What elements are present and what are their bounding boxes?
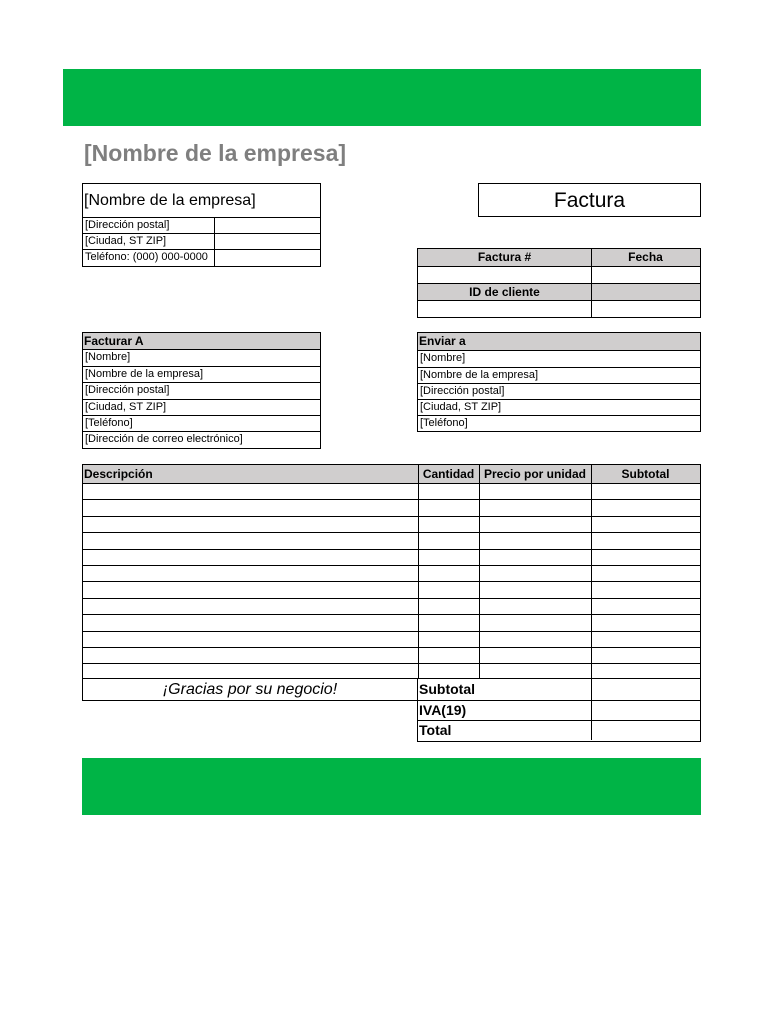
bill-to-name[interactable]: [Nombre]: [85, 351, 131, 363]
bill-to-address[interactable]: [Dirección postal]: [85, 384, 170, 396]
item-subtotal-cell[interactable]: [591, 549, 700, 565]
item-description-cell[interactable]: [83, 516, 418, 532]
bottom-accent-band: [82, 758, 701, 815]
item-quantity-cell[interactable]: [418, 614, 479, 630]
item-unit-price-cell[interactable]: [479, 549, 591, 565]
ship-to-phone[interactable]: [Teléfono]: [420, 417, 468, 429]
sender-company-name[interactable]: [Nombre de la empresa]: [84, 192, 256, 209]
item-unit-price-cell[interactable]: [479, 483, 591, 499]
invoice-number-header: Factura #: [418, 249, 591, 266]
customer-id-header: ID de cliente: [418, 284, 591, 300]
item-subtotal-cell[interactable]: [591, 581, 700, 597]
thank-you-message: ¡Gracias por su negocio!: [82, 679, 418, 701]
sender-city[interactable]: [Ciudad, ST ZIP]: [85, 235, 167, 247]
item-unit-price-cell[interactable]: [479, 598, 591, 614]
item-quantity-cell[interactable]: [418, 516, 479, 532]
item-description-cell[interactable]: [83, 549, 418, 565]
item-quantity-cell[interactable]: [418, 663, 479, 679]
item-description-cell[interactable]: [83, 614, 418, 630]
ship-to-name[interactable]: [Nombre]: [420, 352, 466, 364]
item-subtotal-cell[interactable]: [591, 565, 700, 581]
ship-to-company[interactable]: [Nombre de la empresa]: [420, 369, 538, 381]
total-label: Total: [419, 722, 452, 738]
item-description-cell[interactable]: [83, 663, 418, 679]
subtotal-field[interactable]: [591, 679, 700, 700]
col-quantity-header: Cantidad: [418, 465, 479, 483]
customer-id-header-fill: [591, 284, 700, 300]
invoice-meta-table: [417, 248, 701, 318]
item-quantity-cell[interactable]: [418, 647, 479, 663]
ship-to-block: [417, 332, 701, 432]
item-subtotal-cell[interactable]: [591, 516, 700, 532]
item-quantity-cell[interactable]: [418, 483, 479, 499]
item-unit-price-cell[interactable]: [479, 614, 591, 630]
date-header: Fecha: [591, 249, 700, 266]
item-description-cell[interactable]: [83, 499, 418, 515]
item-unit-price-cell[interactable]: [479, 581, 591, 597]
col-unit-price-header: Precio por unidad: [479, 465, 591, 483]
bill-to-phone[interactable]: [Teléfono]: [85, 417, 133, 429]
bill-to-header: Facturar A: [83, 333, 320, 349]
item-description-cell[interactable]: [83, 647, 418, 663]
item-unit-price-cell[interactable]: [479, 663, 591, 679]
tax-field[interactable]: [591, 700, 700, 720]
top-accent-band: [63, 69, 701, 126]
item-quantity-cell[interactable]: [418, 581, 479, 597]
item-subtotal-cell[interactable]: [591, 614, 700, 630]
company-heading: [Nombre de la empresa]: [84, 140, 347, 166]
item-description-cell[interactable]: [83, 581, 418, 597]
tax-label: IVA(19): [419, 702, 467, 718]
item-subtotal-cell[interactable]: [591, 532, 700, 548]
total-field[interactable]: [591, 720, 700, 740]
item-description-cell[interactable]: [83, 598, 418, 614]
sender-phone[interactable]: Teléfono: (000) 000-0000: [85, 251, 208, 263]
customer-id-field[interactable]: [418, 301, 591, 317]
sender-address[interactable]: [Dirección postal]: [85, 219, 170, 231]
col-subtotal-header: Subtotal: [591, 465, 700, 483]
item-quantity-cell[interactable]: [418, 565, 479, 581]
invoice-title: Factura: [478, 183, 701, 217]
item-quantity-cell[interactable]: [418, 532, 479, 548]
bill-to-block: [82, 332, 321, 449]
line-items-table: [82, 464, 701, 679]
col-description-header: Descripción: [83, 465, 418, 483]
item-description-cell[interactable]: [83, 483, 418, 499]
item-unit-price-cell[interactable]: [479, 565, 591, 581]
bill-to-email[interactable]: [Dirección de correo electrónico]: [85, 433, 243, 445]
item-quantity-cell[interactable]: [418, 598, 479, 614]
item-quantity-cell[interactable]: [418, 631, 479, 647]
sender-block: [82, 183, 321, 267]
bill-to-company[interactable]: [Nombre de la empresa]: [85, 368, 203, 380]
item-quantity-cell[interactable]: [418, 549, 479, 565]
item-subtotal-cell[interactable]: [591, 631, 700, 647]
item-description-cell[interactable]: [83, 532, 418, 548]
item-unit-price-cell[interactable]: [479, 647, 591, 663]
item-subtotal-cell[interactable]: [591, 663, 700, 679]
invoice-number-field[interactable]: [418, 266, 591, 283]
item-quantity-cell[interactable]: [418, 499, 479, 515]
item-subtotal-cell[interactable]: [591, 499, 700, 515]
item-subtotal-cell[interactable]: [591, 483, 700, 499]
item-description-cell[interactable]: [83, 565, 418, 581]
subtotal-label: Subtotal: [419, 681, 475, 697]
bill-to-city[interactable]: [Ciudad, ST ZIP]: [85, 401, 167, 413]
item-unit-price-cell[interactable]: [479, 499, 591, 515]
item-subtotal-cell[interactable]: [591, 647, 700, 663]
item-unit-price-cell[interactable]: [479, 631, 591, 647]
item-subtotal-cell[interactable]: [591, 598, 700, 614]
ship-to-address[interactable]: [Dirección postal]: [420, 385, 505, 397]
ship-to-header: Enviar a: [418, 333, 700, 350]
item-description-cell[interactable]: [83, 631, 418, 647]
ship-to-city[interactable]: [Ciudad, ST ZIP]: [420, 401, 502, 413]
totals-table: [417, 679, 701, 742]
date-field[interactable]: [591, 266, 700, 283]
item-unit-price-cell[interactable]: [479, 532, 591, 548]
item-unit-price-cell[interactable]: [479, 516, 591, 532]
